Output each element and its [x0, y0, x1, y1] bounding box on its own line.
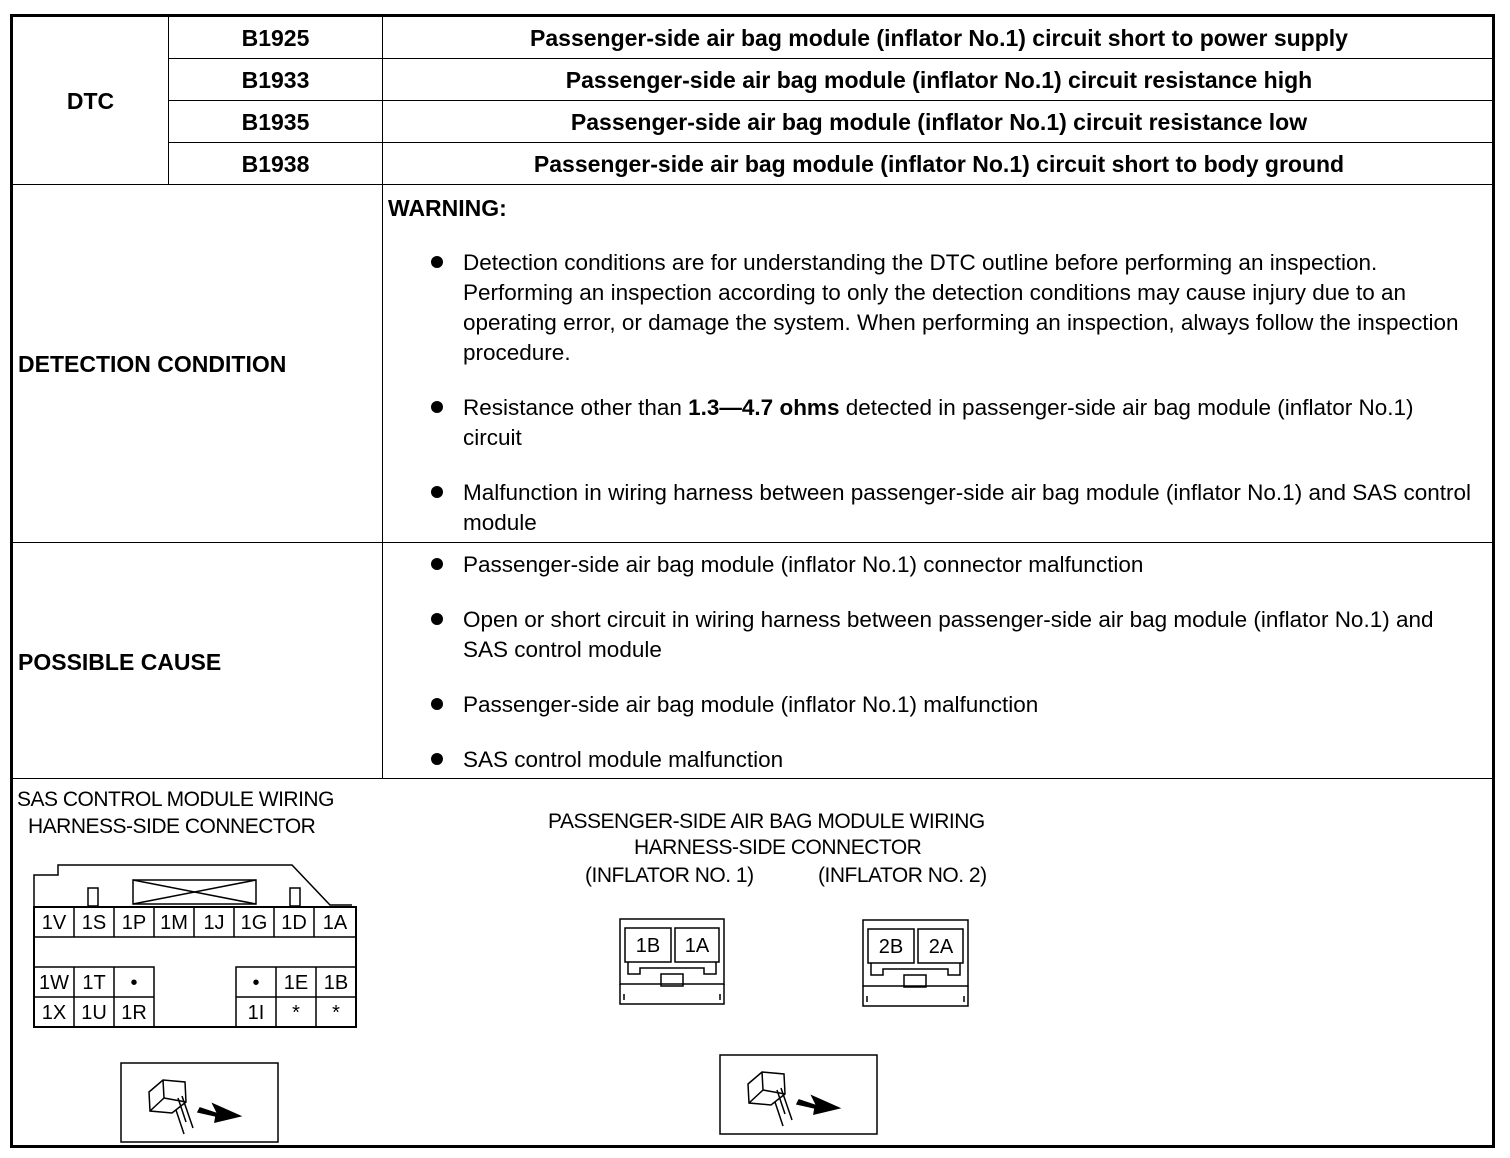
sas-connector-subtitle: HARNESS-SIDE CONNECTOR: [28, 815, 316, 838]
pin-label: 1X: [41, 1002, 67, 1024]
dtc-code: B1925: [241, 25, 310, 51]
pin-label: 1E: [283, 972, 309, 994]
dtc-description: Passenger-side air bag module (inflator No.1) circuit resistance low: [570, 109, 1308, 135]
pin-label: 1G: [240, 912, 268, 934]
pin-label: *: [332, 1002, 340, 1024]
inflator-1-label: (INFLATOR NO. 1): [585, 864, 754, 887]
probe-icon: [121, 1063, 278, 1142]
pin-label: 1M: [160, 912, 188, 934]
pin-label: •: [130, 972, 138, 994]
pin-label: 1I: [247, 1002, 265, 1024]
detection-item-resistance-pre: Resistance other than: [463, 395, 689, 420]
pin-label: 2B: [878, 936, 904, 958]
possible-cause-label: POSSIBLE CAUSE: [18, 649, 222, 675]
pin-label: 1J: [203, 912, 225, 934]
pin-label: 1P: [121, 912, 147, 934]
inflator-2-label: (INFLATOR NO. 2): [818, 864, 987, 887]
pin-label: •: [252, 972, 260, 994]
cause-item: Passenger-side air bag module (inflator No.1) connector malfunction: [463, 552, 1144, 577]
pin-label: 1D: [281, 912, 307, 934]
cause-item: Open or short circuit in wiring harness between passenger-side air bag module (inflator No.1) and SAS control module: [463, 607, 1434, 662]
sas-connector-title: SAS CONTROL MODULE WIRING: [17, 788, 334, 811]
dtc-code: B1938: [241, 151, 310, 177]
pin-label: 1V: [41, 912, 67, 934]
warning-text: Detection conditions are for understanding the DTC outline before performing an inspection. Performing an inspection according to only the detection conditions may cause injury due to an operating error, or damage the system. When performing an inspection, always follow the inspection procedure.: [463, 250, 1459, 365]
pin-label: 1B: [323, 972, 349, 994]
pin-label: 1B: [635, 935, 661, 957]
pin-label: 1R: [121, 1002, 147, 1024]
pin-label: 1A: [684, 935, 710, 957]
pin-label: *: [292, 1002, 300, 1024]
dtc-description: Passenger-side air bag module (inflator No.1) circuit short to power supply: [530, 25, 1348, 51]
probe-icon: [720, 1055, 877, 1134]
dtc-label: DTC: [66, 88, 115, 114]
pin-label: 2A: [928, 936, 954, 958]
dtc-description: Passenger-side air bag module (inflator No.1) circuit short to body ground: [533, 151, 1345, 177]
dtc-code: B1935: [241, 109, 310, 135]
pab-connector-title: PASSENGER-SIDE AIR BAG MODULE WIRING: [548, 810, 985, 833]
cause-item: Passenger-side air bag module (inflator No.1) malfunction: [463, 692, 1039, 717]
detection-item-harness: Malfunction in wiring harness between passenger-side air bag module (inflator No.1) and SAS control module: [463, 480, 1472, 535]
inflator-2-connector: [863, 920, 968, 1006]
inflator-1-connector: [620, 919, 724, 1004]
resistance-range: 1.3—4.7 ohms: [688, 395, 840, 420]
pin-label: 1T: [82, 972, 106, 994]
pin-label: 1U: [81, 1002, 107, 1024]
detection-item-resistance-post: detected in passenger-side air bag module (inflator No.1) circuit: [463, 395, 1414, 450]
dtc-code: B1933: [241, 67, 310, 93]
pab-connector-subtitle: HARNESS-SIDE CONNECTOR: [634, 836, 922, 859]
cause-item: SAS control module malfunction: [463, 747, 784, 772]
pin-label: 1A: [322, 912, 348, 934]
detection-label: DETECTION CONDITION: [18, 351, 287, 377]
pin-label: 1W: [39, 972, 69, 994]
dtc-description: Passenger-side air bag module (inflator No.1) circuit resistance high: [565, 67, 1313, 93]
warning-title: WARNING:: [388, 195, 507, 221]
pin-label: 1S: [81, 912, 107, 934]
